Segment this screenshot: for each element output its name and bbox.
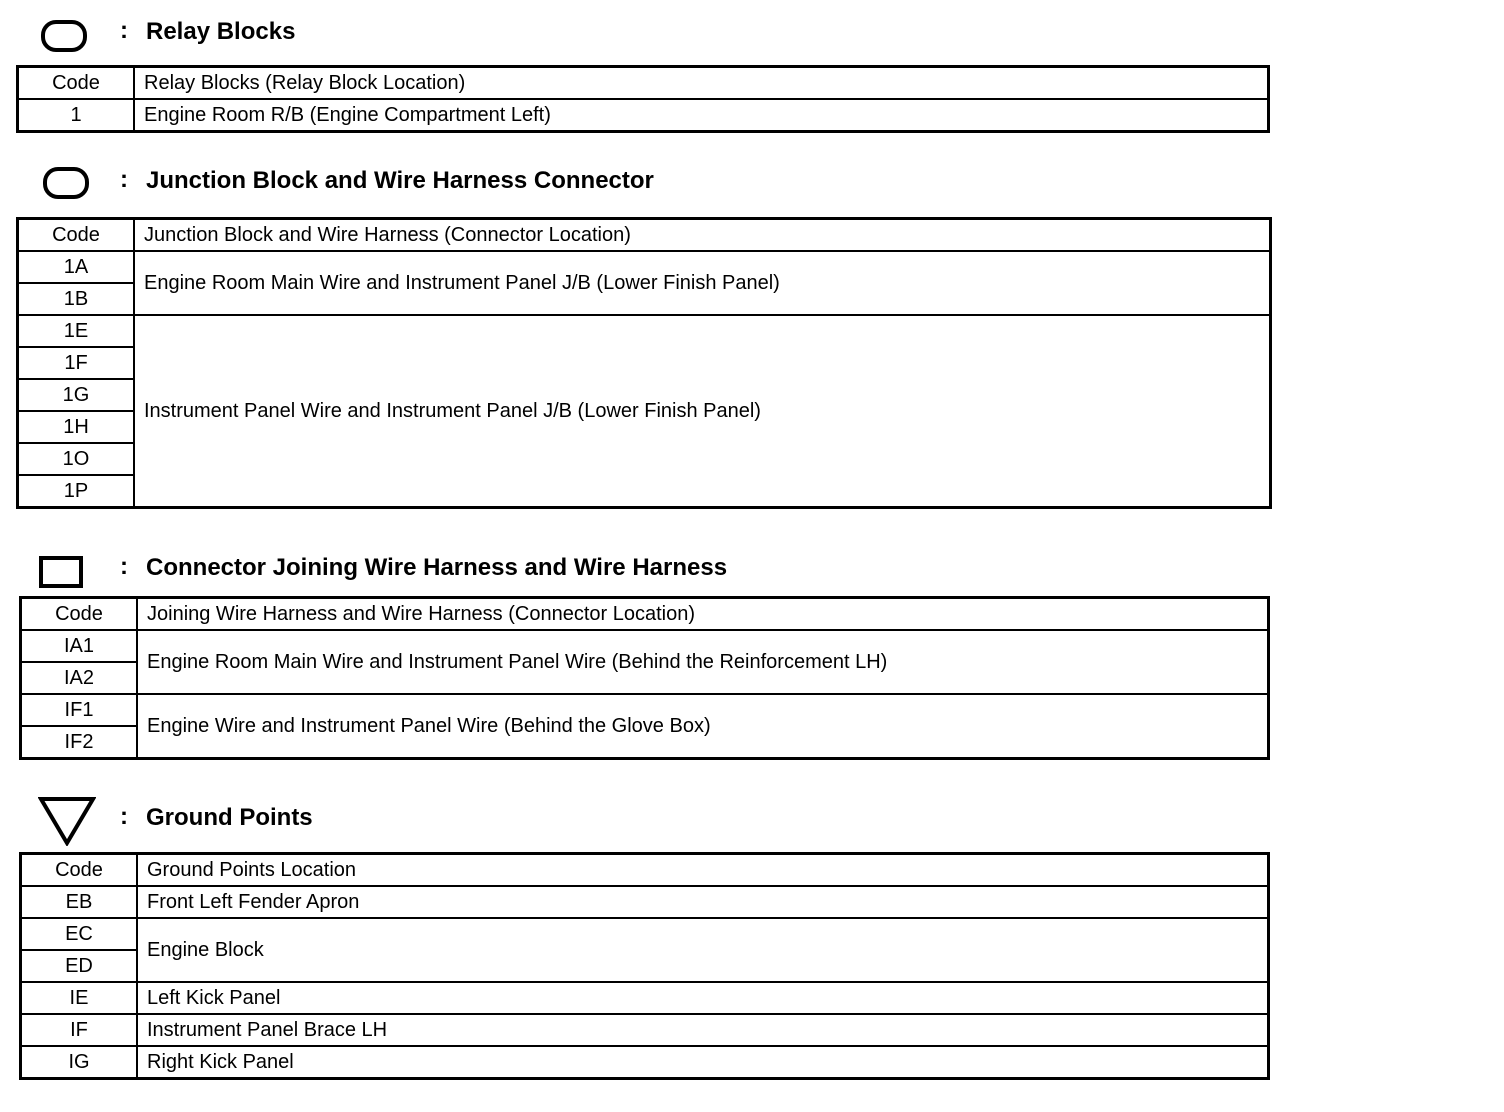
description-cell: Engine Room Main Wire and Instrument Panel Wire (Behind the Reinforcement LH) <box>137 630 1269 694</box>
code-cell: ED <box>21 950 138 982</box>
table-row <box>21 1014 1269 1046</box>
heading-colon: : <box>120 166 128 193</box>
heading-colon: : <box>120 17 128 44</box>
description-header: Junction Block and Wire Harness (Connector Location) <box>134 219 1271 252</box>
table-row <box>21 886 1269 918</box>
code-cell: IG <box>21 1046 138 1079</box>
table-header-row <box>21 598 1269 631</box>
section-title: Junction Block and Wire Harness Connector <box>146 167 654 194</box>
down-triangle-icon <box>38 796 96 846</box>
table-row <box>21 918 1269 950</box>
heading-colon: : <box>120 803 128 830</box>
code-cell: 1O <box>18 443 135 475</box>
code-cell: 1E <box>18 315 135 347</box>
code-cell: 1 <box>18 99 135 132</box>
description-cell: Left Kick Panel <box>137 982 1269 1014</box>
joining-connector-heading <box>0 550 1300 590</box>
junction-block-heading <box>0 163 1300 203</box>
code-header: Code <box>18 67 135 100</box>
description-cell: Right Kick Panel <box>137 1046 1269 1079</box>
table-row <box>21 982 1269 1014</box>
code-cell: IF2 <box>21 726 138 759</box>
code-cell: EB <box>21 886 138 918</box>
table-row <box>18 99 1269 132</box>
code-cell: 1H <box>18 411 135 443</box>
rounded-rectangle-icon <box>43 167 89 199</box>
description-cell: Instrument Panel Brace LH <box>137 1014 1269 1046</box>
description-cell: Engine Wire and Instrument Panel Wire (Behind the Glove Box) <box>137 694 1269 759</box>
heading-colon: : <box>120 553 128 580</box>
junction-block-table <box>16 217 1272 509</box>
table-row <box>21 1046 1269 1079</box>
code-cell: IE <box>21 982 138 1014</box>
code-cell: 1G <box>18 379 135 411</box>
table-row <box>18 251 1271 283</box>
rectangle-icon <box>39 556 83 588</box>
code-cell: 1F <box>18 347 135 379</box>
table-row <box>18 315 1271 347</box>
table-header-row <box>18 219 1271 252</box>
description-cell: Engine Room R/B (Engine Compartment Left) <box>134 99 1269 132</box>
description-cell: Engine Block <box>137 918 1269 982</box>
description-cell: Front Left Fender Apron <box>137 886 1269 918</box>
code-cell: IA2 <box>21 662 138 694</box>
description-cell: Instrument Panel Wire and Instrument Panel J/B (Lower Finish Panel) <box>134 315 1271 508</box>
code-cell: IF1 <box>21 694 138 726</box>
code-cell: 1B <box>18 283 135 315</box>
rounded-rectangle-icon <box>41 20 87 52</box>
code-cell: 1A <box>18 251 135 283</box>
code-header: Code <box>18 219 135 252</box>
section-title: Connector Joining Wire Harness and Wire Harness <box>146 554 728 581</box>
relay-blocks-table <box>16 65 1270 133</box>
section-title: Relay Blocks <box>146 18 296 45</box>
section-title: Ground Points <box>146 804 313 831</box>
code-header: Code <box>21 598 138 631</box>
joining-connector-table <box>19 596 1270 760</box>
table-header-row <box>18 67 1269 100</box>
description-cell: Engine Room Main Wire and Instrument Panel J/B (Lower Finish Panel) <box>134 251 1271 315</box>
code-cell: IF <box>21 1014 138 1046</box>
description-header: Joining Wire Harness and Wire Harness (Connector Location) <box>137 598 1269 631</box>
relay-blocks-heading <box>0 14 1300 54</box>
table-header-row <box>21 854 1269 887</box>
description-header: Ground Points Location <box>137 854 1269 887</box>
ground-points-heading <box>0 796 1300 836</box>
code-header: Code <box>21 854 138 887</box>
code-cell: IA1 <box>21 630 138 662</box>
ground-points-table <box>19 852 1270 1080</box>
code-cell: EC <box>21 918 138 950</box>
code-cell: 1P <box>18 475 135 508</box>
table-row <box>21 630 1269 662</box>
table-row <box>21 694 1269 726</box>
description-header: Relay Blocks (Relay Block Location) <box>134 67 1269 100</box>
